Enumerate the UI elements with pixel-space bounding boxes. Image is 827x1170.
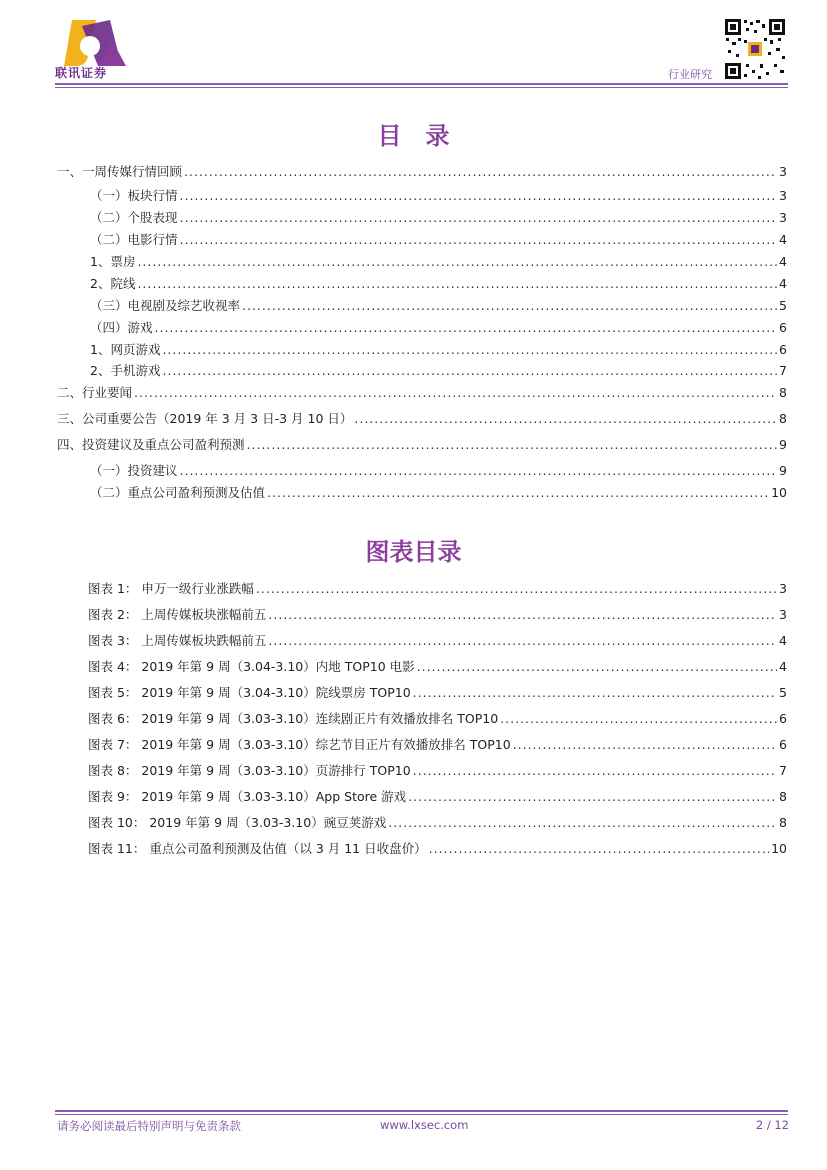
toc-entry[interactable]: （三）电视剧及综艺收视率 ..... 5 [90, 298, 787, 313]
figures-title: 图表目录 [365, 538, 462, 566]
figure-entry[interactable]: 图表 5： 2019 年第 9 周（3.04-3.10）院线票房 TOP10 ..... 5 [88, 685, 787, 700]
toc-entry[interactable]: （四）游戏 ..... 6 [90, 320, 787, 335]
toc-entry[interactable]: 2、手机游戏 ..... 7 [90, 363, 787, 378]
figure-entry[interactable]: 图表 6： 2019 年第 9 周（3.03-3.10）连续剧正片有效播放排名 TOP10 ..... 6 [88, 711, 787, 726]
qr-code-icon [724, 18, 786, 80]
company-name: 联讯证券 [55, 66, 108, 80]
toc-entry[interactable]: （二）个股表现 ..... 3 [90, 210, 787, 225]
toc-entry[interactable]: （一）投资建议 ..... 9 [90, 463, 787, 478]
toc-entry[interactable]: 四、投资建议及重点公司盈利预测 ..... 9 [57, 437, 787, 452]
footer-divider-thin [55, 1114, 788, 1115]
figure-entry[interactable]: 图表 2： 上周传媒板块涨幅前五 ..... 3 [88, 607, 787, 622]
figure-entry[interactable]: 图表 1： 申万一级行业涨跌幅 ..... 3 [88, 581, 787, 596]
document-type: 行业研究 [668, 68, 712, 81]
figure-entry[interactable]: 图表 8： 2019 年第 9 周（3.03-3.10）页游排行 TOP10 ..... 7 [88, 763, 787, 778]
figure-entry[interactable]: 图表 9： 2019 年第 9 周（3.03-3.10）App Store 游戏 ..... 8 [88, 789, 787, 804]
toc-entry[interactable]: 1、票房 ..... 4 [90, 254, 787, 269]
header-divider [55, 83, 788, 85]
toc-entry[interactable]: （二）重点公司盈利预测及估值 ..... 10 [90, 485, 787, 500]
toc-entry[interactable]: 三、公司重要公告（2019 年 3 月 3 日-3 月 10 日） ..... 8 [57, 411, 787, 426]
toc-entry[interactable]: （二）电影行情 ..... 4 [90, 232, 787, 247]
figure-entry[interactable]: 图表 3： 上周传媒板块跌幅前五 ..... 4 [88, 633, 787, 648]
toc-entry[interactable]: 二、行业要闻 ..... 8 [57, 385, 787, 400]
toc-title: 目 录 [377, 122, 450, 150]
figure-entry[interactable]: 图表 11： 重点公司盈利预测及估值（以 3 月 11 日收盘价） ..... 10 [88, 841, 787, 856]
toc-entry[interactable]: 2、院线 ..... 4 [90, 276, 787, 291]
footer-divider [55, 1110, 788, 1112]
toc-entry[interactable]: （一）板块行情 ..... 3 [90, 188, 787, 203]
footer-disclaimer[interactable]: 请务必阅读最后特别声明与免责条款 [57, 1119, 241, 1133]
figure-entry[interactable]: 图表 10： 2019 年第 9 周（3.03-3.10）豌豆荚游戏 ..... 8 [88, 815, 787, 830]
toc-entry[interactable]: 一、一周传媒行情回顾 ..... 3 [57, 164, 787, 179]
footer-website-link[interactable]: www.lxsec.com [380, 1118, 469, 1132]
figure-entry[interactable]: 图表 7： 2019 年第 9 周（3.03-3.10）综艺节目正片有效播放排名 TOP10 ..... 6 [88, 737, 787, 752]
toc-entry[interactable]: 1、网页游戏 ..... 6 [90, 342, 787, 357]
footer-page-number: 2 / 12 [755, 1118, 789, 1132]
header-divider-thin [55, 87, 788, 88]
figure-entry[interactable]: 图表 4： 2019 年第 9 周（3.04-3.10）内地 TOP10 电影 ..... 4 [88, 659, 787, 674]
